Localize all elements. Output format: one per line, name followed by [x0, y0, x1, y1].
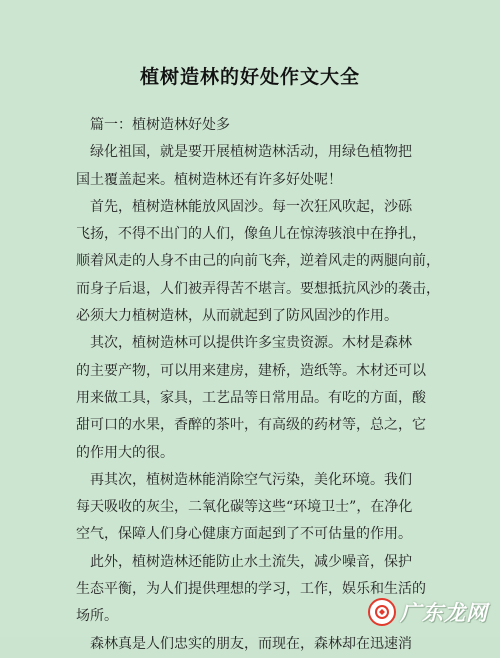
document-title: 植树造林的好处作文大全: [139, 66, 360, 88]
text-line: 的主要产物，可以用来建房，建桥，造纸等。木材还可以: [76, 362, 426, 379]
text-line: 甜可口的水果，香醉的茶叶，有高级的药材等，总之，它: [76, 417, 426, 434]
text-line: 篇一：植树造林好处多: [76, 117, 230, 133]
text-line: 首先，植树造林能放风固沙。每一次狂风吹起，沙砾: [76, 198, 412, 215]
text-line: 再其次，植树造林能消除空气污染，美化环境。我们: [76, 471, 412, 488]
text-line: 生态平衡，为人们提供理想的学习，工作，娱乐和生活的: [76, 581, 426, 598]
watermark-text: 广东龙网: [400, 601, 488, 625]
text-line: 的作用大的很。: [76, 444, 174, 461]
watermark: [368, 597, 490, 627]
text-line: 国土覆盖起来。植树造林还有许多好处呢！: [76, 171, 342, 188]
text-line: 而身子后退，人们被弄得苦不堪言。要想抵抗风沙的袭击，: [76, 280, 440, 297]
document-body: [76, 112, 440, 658]
text-line: 空气，保障人们身心健康方面起到了不可估量的作用。: [76, 526, 412, 543]
text-line: 每天吸收的灰尘，二氧化碳等这些“环境卫士”，在净化: [76, 499, 413, 516]
text-line: 顺着风走的人身不由己的向前飞奔，逆着风走的两腿向前，: [76, 253, 440, 270]
text-line: 用来做工具，家具，工艺品等日常用品。有吃的方面，酸: [76, 389, 426, 406]
logo-icon: [368, 598, 396, 626]
text-line: 场所。: [76, 608, 118, 625]
text-line: 其次，植树造林可以提供许多宝贵资源。木材是森林: [76, 335, 412, 352]
text-line: 必须大力植树造林，从而就起到了防风固沙的作用。: [76, 308, 398, 325]
text-line: 森林真是人们忠实的朋友，而现在，森林却在迅速消: [76, 635, 412, 652]
logo-glyph: [373, 603, 391, 621]
text-line: 飞扬，不得不出门的人们，像鱼儿在惊涛骇浪中在挣扎，: [76, 226, 426, 243]
text-line: 绿化祖国，就是要开展植树造林活动，用绿色植物把: [76, 144, 412, 161]
text-line: 此外，植树造林还能防止水土流失，减少噪音，保护: [76, 553, 412, 570]
